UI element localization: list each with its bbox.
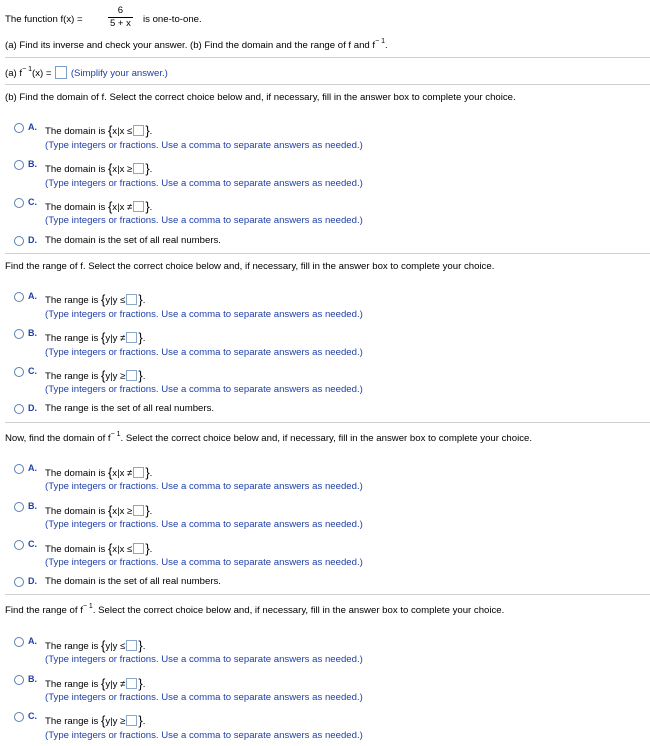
choice-letter: C. <box>28 539 37 549</box>
answer-box[interactable] <box>133 543 144 554</box>
choice-hint: (Type integers or fractions. Use a comma to separate answers as needed.) <box>45 309 363 320</box>
choice-statement: The range is {y|y ≥ }. <box>45 713 146 728</box>
function-fraction <box>108 5 133 30</box>
choice-letter: D. <box>28 235 37 245</box>
choice-statement: The domain is {x|x ≥ }. <box>45 161 153 176</box>
divider <box>5 84 650 85</box>
choice-hint: (Type integers or fractions. Use a comma to separate answers as needed.) <box>45 178 363 189</box>
prompt-suffix: . Select the correct choice below and, if necessary, fill in the answer box to complete your choice. <box>120 433 533 444</box>
choice-hint: (Type integers or fractions. Use a comma to separate answers as needed.) <box>45 654 363 665</box>
domain-inverse-prompt <box>5 433 532 444</box>
choice-letter: B. <box>28 328 37 338</box>
prompt-suffix: . Select the correct choice below and, if necessary, fill in the answer box to complete your choice. <box>92 605 505 616</box>
divider <box>5 594 650 595</box>
choice-letter: D. <box>28 576 37 586</box>
set-variable: x <box>119 164 125 175</box>
choice-statement: The range is {y|y ≠ }. <box>45 330 146 345</box>
answer-box[interactable] <box>126 678 137 689</box>
simplify-hint: (Simplify your answer.) <box>70 68 168 79</box>
choice-hint: (Type integers or fractions. Use a comma to separate answers as needed.) <box>45 140 363 151</box>
choice-statement: The range is the set of all real numbers. <box>45 403 215 414</box>
set-variable: y <box>105 333 111 344</box>
radio-button[interactable] <box>14 160 24 170</box>
intro-suffix: is one-to-one. <box>143 14 202 25</box>
answer-box[interactable] <box>133 201 144 212</box>
choice-statement: The range is {y|y ≤ }. <box>45 638 146 653</box>
answer-box[interactable] <box>133 163 144 174</box>
choice-letter: C. <box>28 711 37 721</box>
radio-button[interactable] <box>14 236 24 246</box>
choice-letter: A. <box>28 636 37 646</box>
radio-button[interactable] <box>14 329 24 339</box>
set-variable: y <box>112 333 118 344</box>
choice-letter: C. <box>28 197 37 207</box>
choice-hint: (Type integers or fractions. Use a comma to separate answers as needed.) <box>45 347 363 358</box>
set-variable: x <box>119 544 125 555</box>
set-operator: ≠ <box>120 679 126 690</box>
fraction-denominator: 5 + x <box>110 18 131 29</box>
choice-hint: (Type integers or fractions. Use a comma to separate answers as needed.) <box>45 557 363 568</box>
task-superscript: − 1 <box>375 38 386 45</box>
set-variable: y <box>105 679 111 690</box>
choice-text: The domain is <box>45 202 106 213</box>
set-operator: ≤ <box>127 544 133 555</box>
answer-box[interactable] <box>126 715 137 726</box>
set-operator: ≥ <box>127 164 133 175</box>
part-a-superscript: − 1 <box>22 66 32 73</box>
answer-box[interactable] <box>126 294 137 305</box>
choice-letter: A. <box>28 122 37 132</box>
choice-statement: The domain is {x|x ≥ }. <box>45 503 153 518</box>
set-variable: y <box>112 295 118 306</box>
answer-box[interactable] <box>126 370 137 381</box>
choice-letter: B. <box>28 674 37 684</box>
choice-text: The range is <box>45 333 99 344</box>
set-operator: ≥ <box>127 506 133 517</box>
choice-text: The domain is <box>45 506 106 517</box>
choice-text: The range is <box>45 679 99 690</box>
choice-statement: The range is {y|y ≥ }. <box>45 368 146 383</box>
choice-text: The range is <box>45 295 99 306</box>
radio-button[interactable] <box>14 675 24 685</box>
choice-text: The domain is <box>45 544 106 555</box>
radio-button[interactable] <box>14 404 24 414</box>
choice-hint: (Type integers or fractions. Use a comma to separate answers as needed.) <box>45 481 363 492</box>
set-operator: ≠ <box>127 202 133 213</box>
choice-statement: The range is {y|y ≠ }. <box>45 676 146 691</box>
choice-text: The range is <box>45 716 99 727</box>
radio-button[interactable] <box>14 292 24 302</box>
set-variable: y <box>105 716 111 727</box>
radio-button[interactable] <box>14 502 24 512</box>
set-operator: ≤ <box>120 295 126 306</box>
set-variable: y <box>112 641 118 652</box>
divider <box>5 57 650 58</box>
set-variable: x <box>119 126 125 137</box>
set-operator: ≠ <box>127 468 133 479</box>
intro-prefix: The function f(x) = <box>5 14 83 25</box>
inverse-answer-box[interactable] <box>55 66 67 79</box>
answer-box[interactable] <box>126 640 137 651</box>
set-operator: ≤ <box>127 126 133 137</box>
range-f-prompt: Find the range of f. Select the correct choice below and, if necessary, fill in the answer box to complete your choice. <box>5 261 495 272</box>
set-variable: y <box>105 641 111 652</box>
fraction-numerator: 6 <box>117 5 124 16</box>
prompt-superscript: − 1 <box>110 431 121 438</box>
choice-text: The domain is <box>45 468 106 479</box>
choice-statement: The domain is the set of all real numbers. <box>45 235 221 246</box>
choice-statement: The range is {y|y ≤ }. <box>45 292 146 307</box>
choice-statement: The domain is the set of all real numbers. <box>45 576 221 587</box>
answer-box[interactable] <box>133 125 144 136</box>
radio-button[interactable] <box>14 198 24 208</box>
set-variable: y <box>105 295 111 306</box>
radio-button[interactable] <box>14 637 24 647</box>
set-operator: ≤ <box>120 641 126 652</box>
radio-button[interactable] <box>14 540 24 550</box>
choice-statement: The domain is {x|x ≤ }. <box>45 123 153 138</box>
choice-text: The range is <box>45 371 99 382</box>
radio-button[interactable] <box>14 123 24 133</box>
set-variable: y <box>105 371 111 382</box>
set-operator: ≥ <box>120 371 126 382</box>
choice-hint: (Type integers or fractions. Use a comma to separate answers as needed.) <box>45 384 363 395</box>
answer-box[interactable] <box>133 505 144 516</box>
choice-text: The range is <box>45 641 99 652</box>
radio-button[interactable] <box>14 367 24 377</box>
part-a-row <box>5 66 168 79</box>
part-a-label-suffix: (x) = <box>32 68 52 79</box>
task-text: (a) Find its inverse and check your answer. (b) Find the domain and the range of f and f <box>5 40 376 51</box>
choice-hint: (Type integers or fractions. Use a comma to separate answers as needed.) <box>45 519 363 530</box>
choice-statement: The domain is {x|x ≠ }. <box>45 199 153 214</box>
divider <box>5 253 650 254</box>
choice-statement: The domain is {x|x ≠ }. <box>45 465 153 480</box>
set-operator: ≠ <box>120 333 126 344</box>
domain-f-prompt: (b) Find the domain of f. Select the correct choice below and, if necessary, fill in the answer box to complete your choice. <box>5 92 516 103</box>
set-variable: x <box>112 164 118 175</box>
prompt-prefix: Find the range of f <box>5 605 83 616</box>
radio-button[interactable] <box>14 577 24 587</box>
answer-box[interactable] <box>126 332 137 343</box>
choice-letter: A. <box>28 463 37 473</box>
range-inverse-prompt <box>5 605 504 616</box>
choice-letter: B. <box>28 501 37 511</box>
radio-button[interactable] <box>14 712 24 722</box>
set-variable: y <box>112 371 118 382</box>
choice-text: The domain is <box>45 164 106 175</box>
set-variable: x <box>119 202 125 213</box>
part-a-label: (a) f <box>5 68 23 79</box>
choice-text: The domain is <box>45 126 106 137</box>
set-variable: x <box>112 544 118 555</box>
set-variable: x <box>112 202 118 213</box>
divider <box>5 422 650 423</box>
choice-hint: (Type integers or fractions. Use a comma to separate answers as needed.) <box>45 692 363 703</box>
set-variable: x <box>112 506 118 517</box>
choice-letter: D. <box>28 403 37 413</box>
choice-statement: The domain is {x|x ≤ }. <box>45 541 153 556</box>
set-operator: ≥ <box>120 716 126 727</box>
task-end: . <box>385 40 388 51</box>
set-variable: y <box>112 679 118 690</box>
set-variable: x <box>119 468 125 479</box>
set-variable: x <box>112 126 118 137</box>
choice-hint: (Type integers or fractions. Use a comma to separate answers as needed.) <box>45 215 363 226</box>
choice-letter: C. <box>28 366 37 376</box>
choice-hint: (Type integers or fractions. Use a comma to separate answers as needed.) <box>45 730 363 741</box>
choice-letter: A. <box>28 291 37 301</box>
answer-box[interactable] <box>133 467 144 478</box>
set-variable: x <box>112 468 118 479</box>
radio-button[interactable] <box>14 464 24 474</box>
set-variable: x <box>119 506 125 517</box>
set-variable: y <box>112 716 118 727</box>
prompt-superscript: − 1 <box>82 603 93 610</box>
prompt-prefix: Now, find the domain of f <box>5 433 111 444</box>
choice-letter: B. <box>28 159 37 169</box>
task-statement <box>5 40 388 51</box>
